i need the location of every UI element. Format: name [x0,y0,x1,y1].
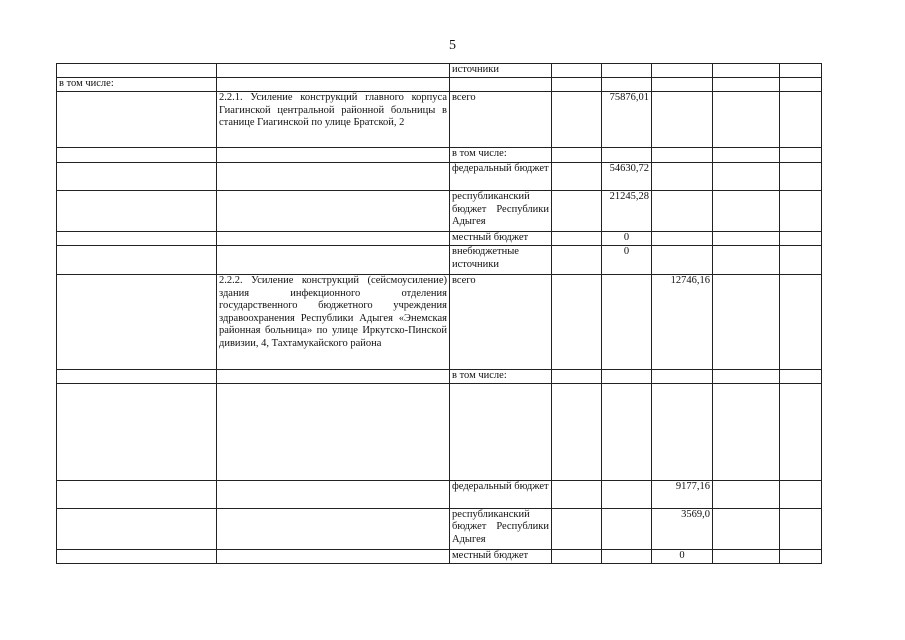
amount-cell: 0 [602,232,652,246]
source-cell: федеральный бюджет [450,480,552,508]
budget-table [56,63,822,564]
source-cell: республиканский бюджет Республики Адыгея [450,191,552,232]
table-row [57,549,822,563]
source-cell: внебюджетные источники [450,246,552,275]
table-row [57,191,822,232]
source-cell: федеральный бюджет [450,163,552,191]
amount-cell: 75876,01 [602,92,652,148]
table-row [57,92,822,148]
measure-description: 2.2.2. Усиление конструкций (сейсмоусиление) здания инфекционного отделения государственного бюджетного учреждения здравоохранения Республики Адыгея «Энемская районная больница» по улице Иркутско-Пинской дивизии, 4, Тахтамукайского района [217,275,450,370]
amount-cell: 3569,0 [652,508,713,549]
table-row [57,148,822,163]
including-label: в том числе: [57,78,217,92]
source-cell: местный бюджет [450,232,552,246]
source-cell: местный бюджет [450,549,552,563]
amount-cell: 0 [652,549,713,563]
table-row [57,246,822,275]
source-cell: всего [450,275,552,370]
amount-cell: 21245,28 [602,191,652,232]
table-row [57,508,822,549]
amount-cell: 12746,16 [652,275,713,370]
table-row [57,232,822,246]
table-row [57,163,822,191]
amount-cell: 9177,16 [652,480,713,508]
table-row [57,383,822,480]
table-row [57,480,822,508]
table-row [57,64,822,78]
source-cell: всего [450,92,552,148]
table-row [57,370,822,384]
source-cell: источники [450,64,552,78]
measure-description: 2.2.1. Усиление конструкций главного корпуса Гиагинской центральной районной больницы в станице Гиагинской по улице Братской, 2 [217,92,450,148]
page-number: 5 [449,38,456,53]
source-cell: в том числе: [450,370,552,384]
amount-cell: 54630,72 [602,163,652,191]
table-row [57,78,822,92]
source-cell: в том числе: [450,148,552,163]
amount-cell: 0 [602,246,652,275]
source-cell: республиканский бюджет Республики Адыгея [450,508,552,549]
table-row [57,275,822,370]
